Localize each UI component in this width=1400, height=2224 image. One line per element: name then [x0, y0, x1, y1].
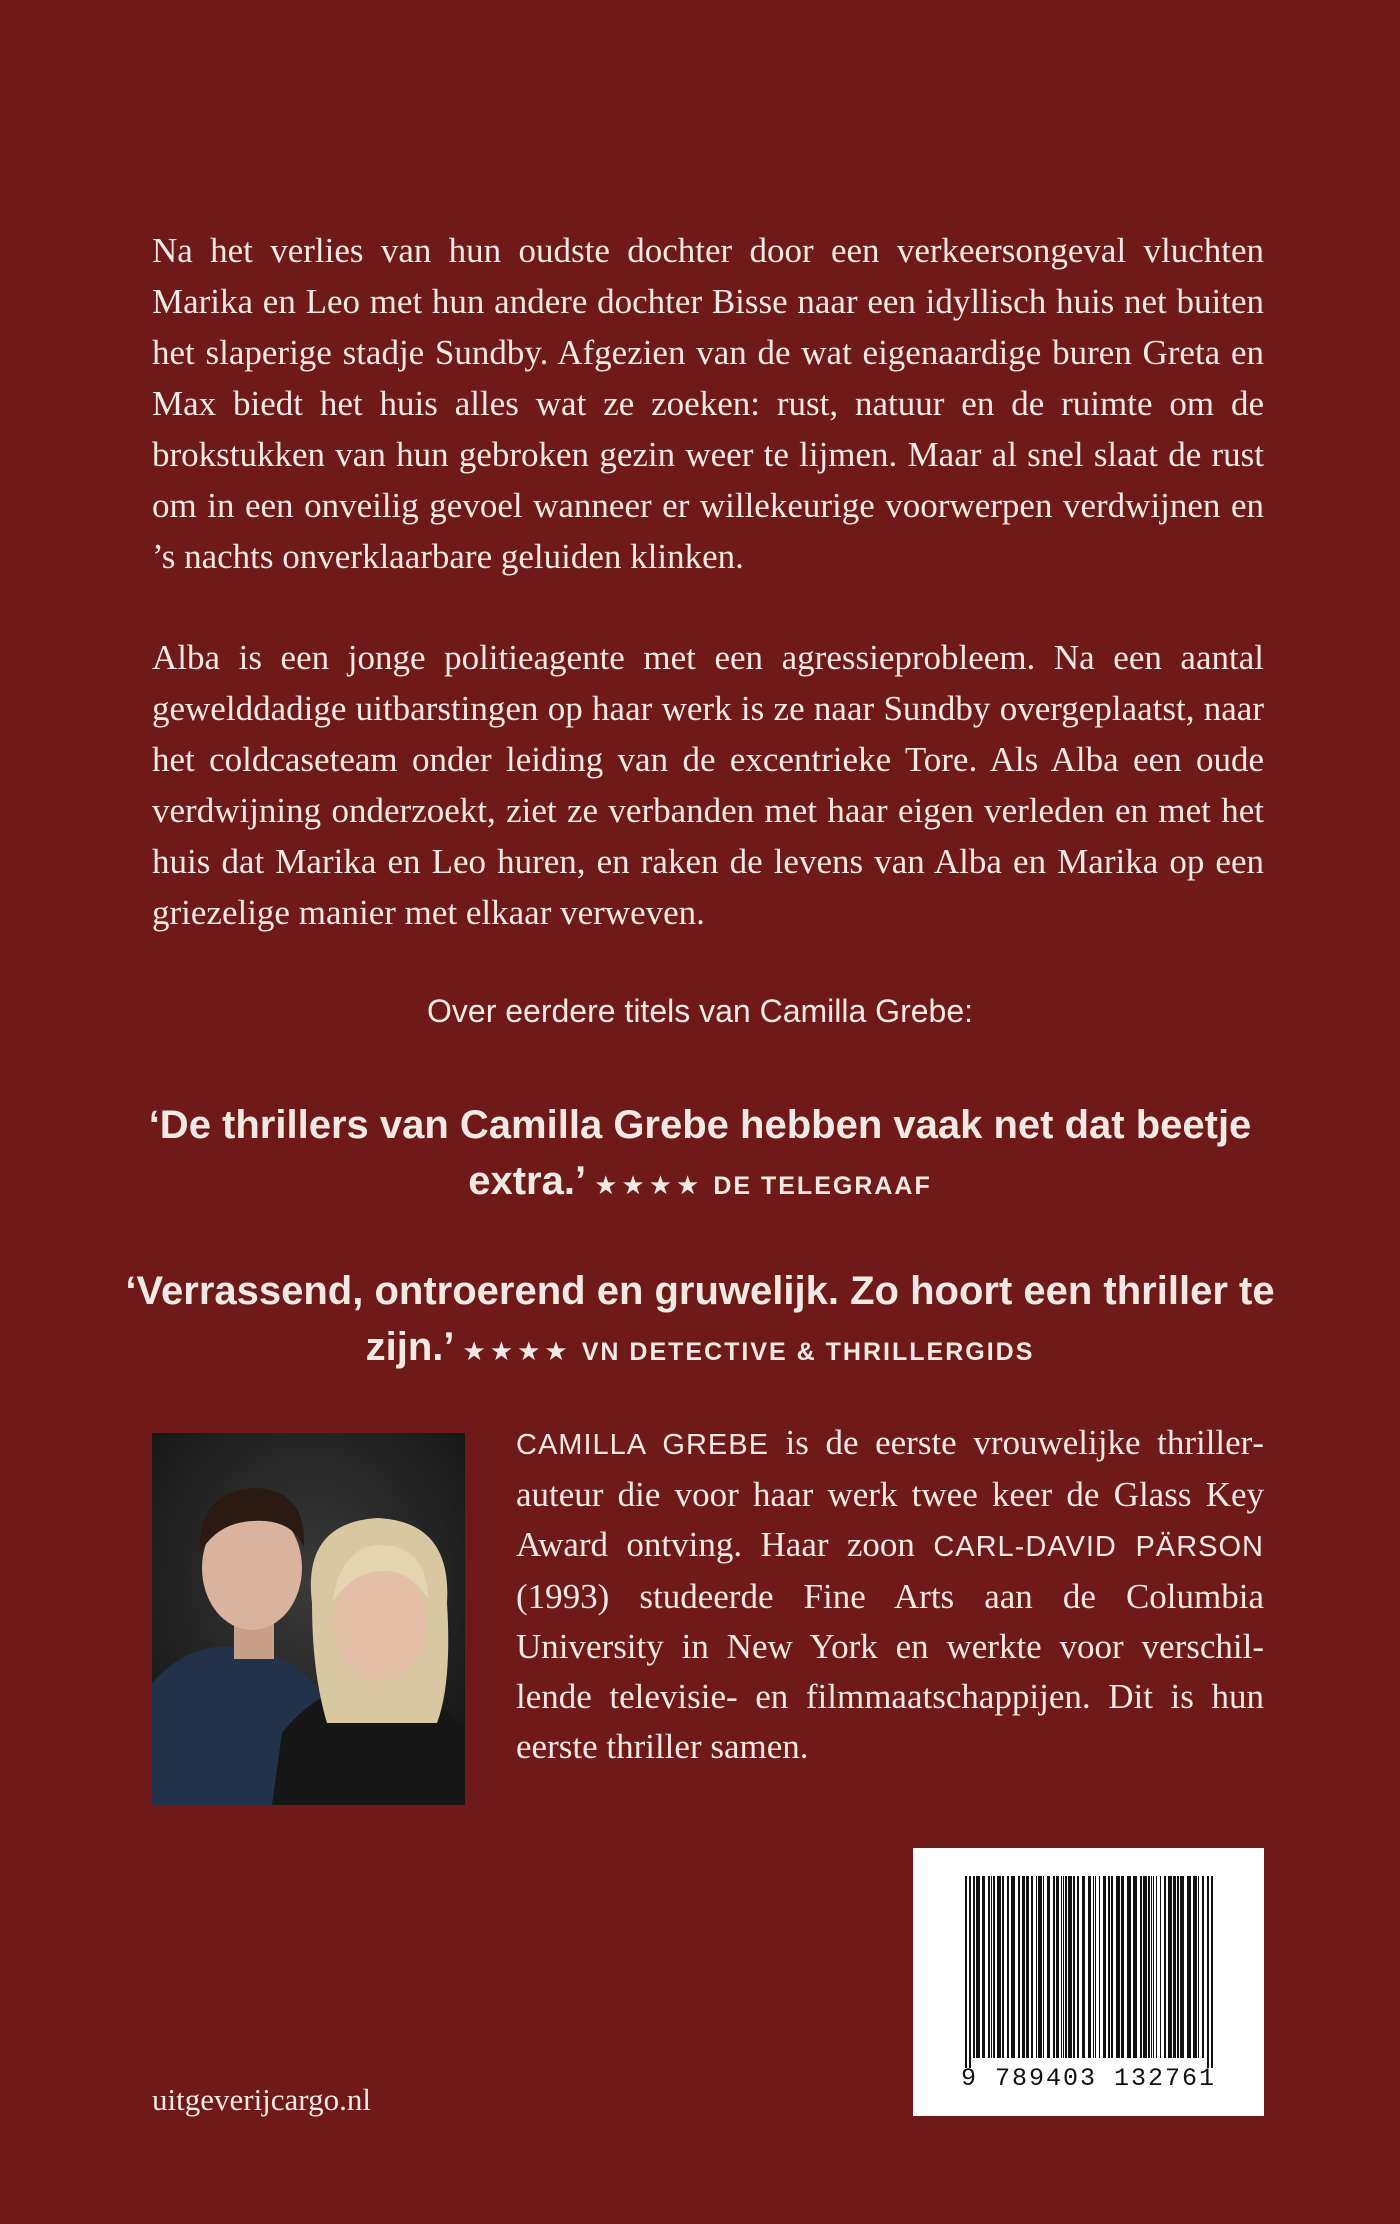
quote-text: ‘Verrassend, ontroerend en gruwelijk. Zo hoort een thriller te zijn.’	[125, 1269, 1275, 1369]
rating-stars-icon: ★★★★	[594, 1170, 704, 1200]
quote-text: ‘De thrillers van Camilla Grebe hebben vaak net dat beetje extra.’	[148, 1103, 1252, 1203]
blurb-paragraph-2: Alba is een jonge politieagente met een agressieprobleem. Na een aantal gewelddadige uitbarstingen op haar werk is ze naar Sundby overgeplaatst, naar het coldcaseteam onder leiding van de excentrieke Tore. Als Alba een oude verdwijning onderzoekt, ziet ze verbanden met haar eigen verleden en met het huis dat Marika en Leo huren, en raken de levens van Alba en Marika op een griezelige manier met elkaar verweven.	[152, 638, 1264, 932]
quote-source: VN DETECTIVE & THRILLERGIDS	[581, 1338, 1035, 1366]
review-quote-2	[120, 1263, 1280, 1380]
review-quote-1	[120, 1097, 1280, 1214]
publisher-website: uitgeverijcargo.nl	[152, 2082, 371, 2117]
author-photo	[152, 1433, 465, 1805]
blurb-paragraph-1: Na het verlies van hun oudste dochter door een verkeersongeval vluchten Marika en Leo met hun andere dochter Bisse naar een idyllisch huis net buiten het slaperige stadje Sundby. Afgezien van de wat eigenaardige buren Greta en Max biedt het huis alles wat ze zoeken: rust, natuur en de ruimte om de brokstukken van hun gebroken gezin weer te lijmen. Maar al snel slaat de rust om in een onveilig gevoel wanneer er willekeurige voorwerpen verdwijnen en ’s nachts onverklaarbare geluiden klinken.	[152, 231, 1264, 576]
author-photo-illustration	[152, 1433, 465, 1805]
quote-source: DE TELEGRAAF	[713, 1172, 932, 1200]
praise-heading: Over eerdere titels van Camilla Grebe:	[427, 993, 973, 1029]
isbn-barcode	[913, 1848, 1264, 2116]
bio-text-2: (1993) studeerde Fine Arts aan de Columbia University in New York en werkte voor verschillende televisie- en filmmaatschappijen. Dit is hun eerste thriller samen.	[516, 1577, 1264, 1766]
bio-text-1: is de eerste vrouwelijke thrillerauteur die voor haar werk twee keer de Glass Key Award ontving. Haar zoon	[516, 1423, 1264, 1564]
isbn-digits: 9 789403 132761	[960, 2064, 1217, 2093]
author-bio	[516, 1418, 1264, 1772]
author-name-1: CAMILLA GREBE	[516, 1429, 769, 1461]
author-name-2: CARL-DAVID PÄRSON	[933, 1531, 1264, 1563]
rating-stars-icon: ★★★★	[462, 1336, 572, 1366]
